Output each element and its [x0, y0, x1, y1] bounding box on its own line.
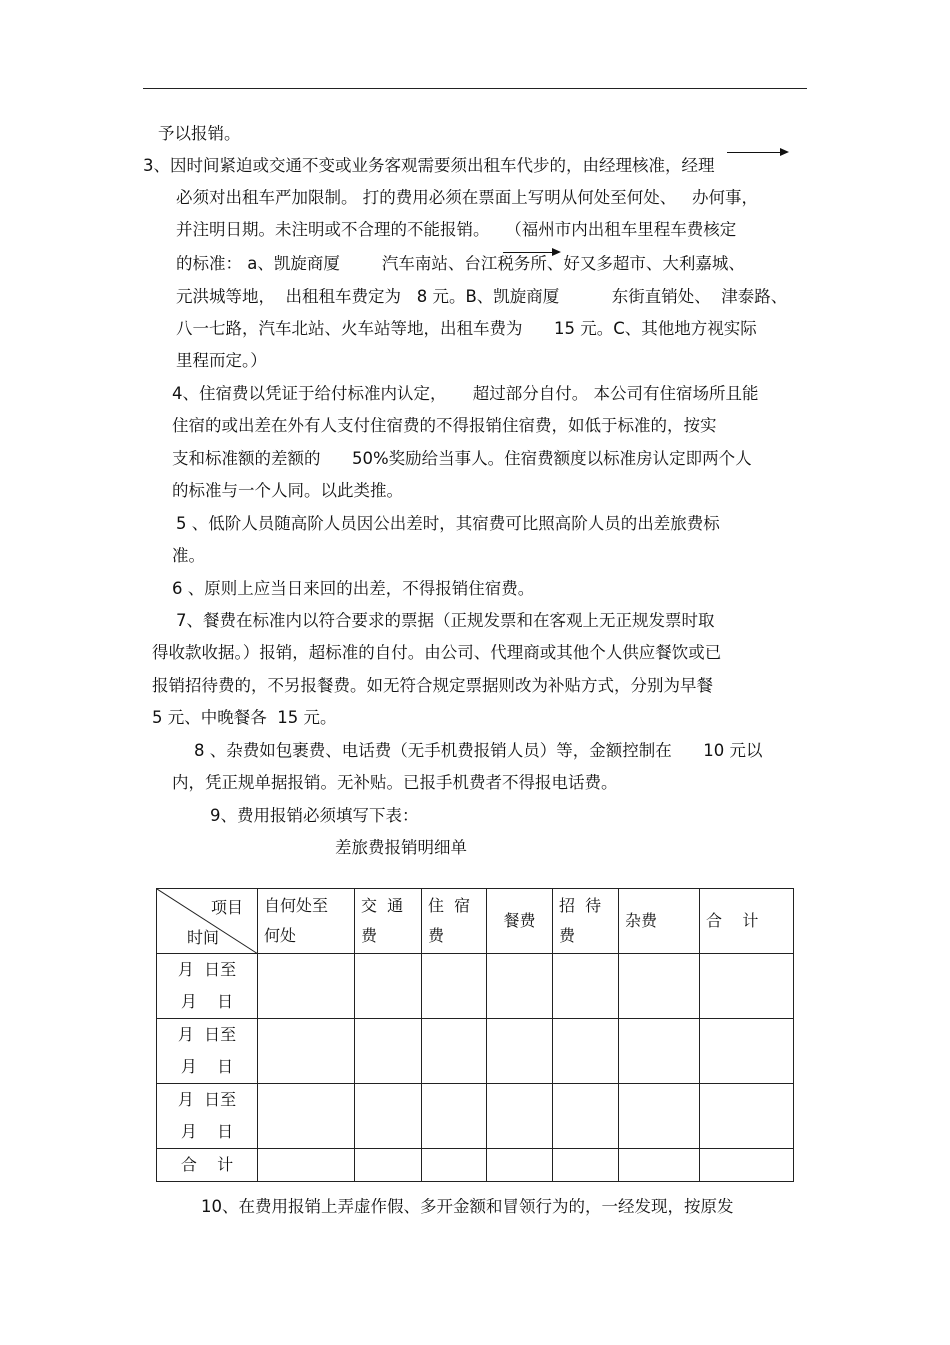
expense-detail-table	[156, 888, 794, 1182]
table-cell	[619, 1149, 700, 1182]
table-cell	[355, 954, 422, 1019]
table-cell	[619, 1084, 700, 1149]
table-cell	[422, 1019, 487, 1084]
paragraph-line: 10、在费用报销上弄虚作假、多开金额和冒领行为的，一经发现，按原发	[201, 1197, 734, 1216]
table-cell	[258, 1019, 355, 1084]
table-cell	[258, 954, 355, 1019]
table-cell	[553, 1149, 619, 1182]
paragraph-line: 住宿的或出差在外有人支付住宿费的不得报销住宿费，如低于标准的，按实	[172, 416, 717, 435]
table-header-row	[157, 889, 794, 954]
corner-cell	[157, 889, 258, 954]
date-range-cell: 月 日至 月 日	[157, 1084, 258, 1149]
table-cell	[487, 954, 553, 1019]
paragraph-line: 4、住宿费以凭证于给付标准内认定， 超过部分自付。 本公司有住宿场所且能	[172, 384, 759, 403]
table-cell	[422, 954, 487, 1019]
header-transport: 交 通 费	[355, 889, 422, 954]
table-cell	[422, 1149, 487, 1182]
table-cell	[487, 1019, 553, 1084]
table-cell	[355, 1019, 422, 1084]
paragraph-line: 内，凭正规单据报销。无补贴。已报手机费者不得报电话费。	[172, 773, 618, 792]
paragraph-line: 的标准与一个人同。以此类推。	[172, 481, 403, 500]
table-row	[157, 1084, 794, 1149]
header-total: 合 计	[700, 889, 794, 954]
date-range-cell: 月 日至 月 日	[157, 954, 258, 1019]
table-cell	[700, 1019, 794, 1084]
table-cell	[700, 1149, 794, 1182]
paragraph-line: 的标准： a、凯旋商厦 汽车南站、台江税务所、好又多超市、大利嘉城、	[176, 254, 745, 273]
table-row	[157, 1019, 794, 1084]
paragraph-line: 得收款收据。）报销，超标准的自付。由公司、代理商或其他个人供应餐饮或已	[152, 643, 722, 662]
paragraph-line: 予以报销。	[158, 124, 241, 143]
arrow-icon	[503, 252, 559, 253]
table-cell	[422, 1084, 487, 1149]
paragraph-line: 报销招待费的，不另报餐费。如无符合规定票据则改为补贴方式，分别为早餐	[152, 676, 713, 695]
table-cell	[553, 954, 619, 1019]
date-range-cell: 月 日至 月 日	[157, 1019, 258, 1084]
paragraph-line: 9、费用报销必须填写下表：	[210, 806, 419, 825]
paragraph-line: 八一七路，汽车北站、火车站等地，出租车费为 15 元。C、其他地方视实际	[176, 319, 757, 338]
paragraph-line: 并注明日期。未注明或不合理的不能报销。 （福州市内出租车里程车费核定	[176, 220, 737, 239]
header-misc: 杂费	[619, 889, 700, 954]
table-cell	[487, 1084, 553, 1149]
table-cell	[553, 1084, 619, 1149]
paragraph-line: 元洪城等地， 出租租车费定为 8 元。B、凯旋商厦 东街直销处、 津泰路、	[176, 287, 788, 306]
paragraph-line: 支和标准额的差额的 50%奖励给当事人。住宿费额度以标准房认定即两个人	[172, 449, 752, 468]
paragraph-line: 3、因时间紧迫或交通不变或业务客观需要须出租车代步的，由经理核准，经理	[143, 156, 715, 175]
table-row	[157, 954, 794, 1019]
table-cell	[258, 1149, 355, 1182]
arrow-icon	[727, 152, 787, 153]
paragraph-line: 准。	[172, 546, 205, 565]
corner-bottom-label: 时间	[187, 928, 220, 947]
table-cell	[355, 1084, 422, 1149]
table-cell	[700, 1084, 794, 1149]
header-route: 自何处至 何处	[258, 889, 355, 954]
table-cell	[258, 1084, 355, 1149]
paragraph-line: 里程而定。）	[176, 351, 267, 370]
header-entertainment: 招 待 费	[553, 889, 619, 954]
total-label: 合 计	[157, 1149, 258, 1182]
table-cell	[700, 954, 794, 1019]
paragraph-line: 5 元、中晚餐各 15 元。	[152, 708, 337, 727]
header-lodging: 住 宿 费	[422, 889, 487, 954]
table-cell	[355, 1149, 422, 1182]
table-cell	[619, 954, 700, 1019]
paragraph-line: 8 、杂费如包裹费、电话费（无手机费报销人员）等，金额控制在 10 元以	[194, 741, 763, 760]
paragraph-line: 7、餐费在标准内以符合要求的票据（正规发票和在客观上无正规发票时取	[176, 611, 715, 630]
paragraph-line: 5 、低阶人员随高阶人员因公出差时，其宿费可比照高阶人员的出差旅费标	[176, 514, 720, 533]
table-cell	[487, 1149, 553, 1182]
table-title: 差旅费报销明细单	[335, 838, 467, 857]
header-rule	[143, 88, 807, 89]
corner-top-label: 项目	[210, 898, 243, 917]
header-meals: 餐费	[487, 889, 553, 954]
total-row	[157, 1149, 794, 1182]
paragraph-line: 必须对出租车严加限制。 打的费用必须在票面上写明从何处至何处、 办何事，	[176, 188, 758, 207]
table-cell	[553, 1019, 619, 1084]
paragraph-line: 6 、原则上应当日来回的出差，不得报销住宿费。	[172, 579, 535, 598]
table-cell	[619, 1019, 700, 1084]
